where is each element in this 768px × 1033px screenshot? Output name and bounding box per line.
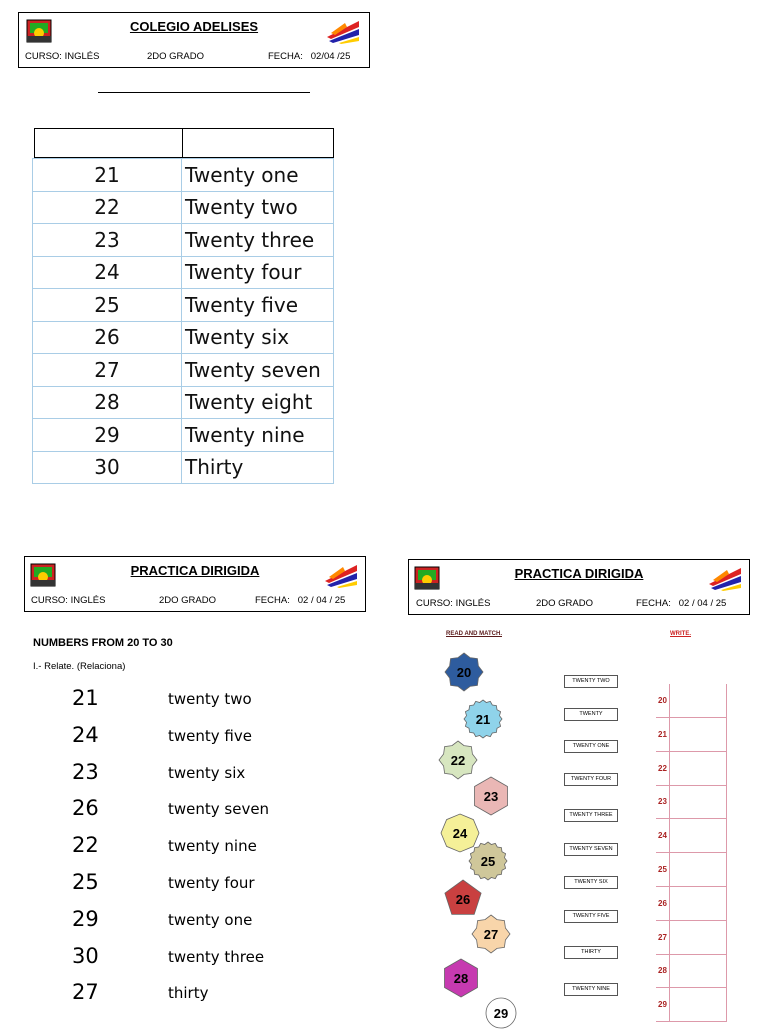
shape-number: 27 — [483, 926, 499, 942]
shape-number: 28 — [453, 970, 469, 986]
relate-word: twenty four — [168, 874, 255, 892]
number-cell: 25 — [33, 289, 182, 322]
write-number: 25 — [658, 865, 667, 874]
word-cell: Twenty five — [182, 289, 334, 322]
relate-word: twenty seven — [168, 800, 270, 819]
number-row — [33, 451, 334, 484]
write-divider — [669, 718, 670, 751]
relate-number: 27 — [72, 980, 99, 1005]
course-label: CURSO: INGLÉS — [416, 598, 491, 609]
header-title: PRACTICA DIRIGIDA — [514, 566, 644, 581]
number-shape — [441, 958, 481, 998]
grade-label: 2DO GRADO — [536, 598, 594, 609]
word-box: TWENTY THREE — [564, 809, 618, 822]
write-number: 26 — [658, 898, 667, 908]
word-box: TWENTY — [564, 708, 618, 721]
relate-number: 21 — [72, 686, 99, 710]
grade-label: 2DO GRADO — [147, 51, 205, 62]
flag-logo-icon — [325, 17, 361, 45]
shape-number: 20 — [456, 664, 472, 680]
relate-word: twenty three — [168, 947, 265, 966]
practice-heading: NUMBERS FROM 20 TO 30 — [33, 637, 173, 649]
relate-number: 26 — [72, 796, 99, 821]
practice-header-right — [408, 559, 750, 615]
number-row — [33, 159, 334, 192]
word-box: TWENTY ONE — [564, 740, 618, 753]
number-row — [33, 419, 334, 452]
blank-table-header — [34, 128, 334, 158]
write-row — [656, 887, 727, 921]
word-cell: Twenty four — [182, 256, 334, 289]
write-divider — [669, 819, 670, 852]
word-box: TWENTY FOUR — [564, 773, 618, 786]
write-row — [656, 752, 727, 786]
write-label: WRITE. — [670, 631, 691, 637]
word-cell: Thirty — [182, 451, 334, 484]
write-row — [656, 921, 727, 955]
write-divider — [669, 853, 670, 886]
number-shape — [481, 993, 521, 1033]
word-box: TWENTY SEVEN — [564, 843, 618, 856]
write-divider — [669, 684, 670, 717]
practice-header-left — [24, 556, 366, 612]
number-cell: 27 — [33, 354, 182, 387]
write-divider — [669, 988, 670, 1021]
number-cell: 26 — [33, 321, 182, 354]
shape-number: 23 — [483, 788, 499, 804]
number-row — [33, 321, 334, 354]
relate-word: twenty six — [168, 763, 246, 782]
number-table — [32, 158, 334, 484]
course-label: CURSO: INGLÉS — [31, 595, 106, 606]
word-box: THIRTY — [564, 946, 618, 959]
relate-word: twenty nine — [168, 837, 257, 856]
school-header — [18, 12, 370, 68]
number-row — [33, 289, 334, 322]
write-row — [656, 819, 727, 853]
word-box: TWENTY NINE — [564, 983, 618, 996]
relate-number: 24 — [72, 722, 99, 747]
write-row — [656, 988, 727, 1022]
number-row — [33, 224, 334, 257]
shape-number: 25 — [480, 853, 496, 869]
write-row — [656, 785, 727, 819]
word-cell: Twenty one — [182, 159, 334, 192]
word-box: TWENTY FIVE — [564, 910, 618, 923]
number-shape — [443, 879, 483, 919]
number-cell: 23 — [33, 224, 182, 257]
shape-number: 26 — [455, 891, 471, 907]
date-label: FECHA: 02 / 04 / 25 — [255, 595, 346, 606]
word-cell: Twenty seven — [182, 354, 334, 387]
number-cell: 28 — [33, 386, 182, 419]
write-divider — [669, 954, 670, 987]
number-shape — [438, 740, 478, 780]
write-divider — [669, 752, 670, 785]
relate-number: 22 — [72, 833, 99, 858]
write-number: 21 — [658, 729, 667, 739]
write-number: 29 — [658, 1000, 667, 1010]
number-shape — [471, 914, 511, 954]
course-label: CURSO: INGLÉS — [25, 51, 100, 62]
name-line — [98, 92, 310, 93]
header-title: PRACTICA DIRIGIDA — [130, 563, 260, 578]
date-label: FECHA: 02 / 04 / 25 — [636, 598, 727, 609]
write-divider — [669, 887, 670, 920]
date-label: FECHA: 02/04 /25 — [268, 51, 351, 62]
write-number: 20 — [658, 696, 667, 705]
number-row — [33, 256, 334, 289]
relate-number: 23 — [72, 759, 99, 784]
write-number: 22 — [658, 763, 667, 773]
write-number: 24 — [658, 831, 667, 841]
number-row — [33, 386, 334, 419]
grade-label: 2DO GRADO — [159, 595, 217, 606]
number-shape — [471, 776, 511, 816]
word-cell: Twenty nine — [182, 419, 334, 452]
write-row — [656, 853, 727, 887]
number-cell: 22 — [33, 191, 182, 224]
write-number: 23 — [658, 797, 667, 807]
relate-word: thirty — [168, 984, 209, 1003]
write-number: 27 — [658, 932, 667, 942]
number-shape — [463, 699, 503, 739]
word-cell: Twenty eight — [182, 386, 334, 419]
number-row — [33, 354, 334, 387]
flag-logo-icon — [707, 564, 743, 592]
write-divider — [669, 921, 670, 954]
word-box: TWENTY TWO — [564, 675, 618, 688]
number-shape — [468, 841, 508, 881]
number-cell: 21 — [33, 159, 182, 192]
word-cell: Twenty three — [182, 224, 334, 257]
relate-number: 30 — [72, 943, 99, 968]
write-row — [656, 718, 727, 752]
word-cell: Twenty two — [182, 191, 334, 224]
flag-logo-icon — [323, 561, 359, 589]
number-row — [33, 191, 334, 224]
write-row — [656, 684, 727, 718]
word-cell: Twenty six — [182, 321, 334, 354]
write-row — [656, 954, 727, 988]
shape-number: 22 — [450, 752, 466, 768]
write-divider — [669, 785, 670, 818]
practice-instruction: I.- Relate. (Relaciona) — [33, 661, 126, 672]
shape-number: 24 — [452, 825, 468, 841]
number-cell: 29 — [33, 419, 182, 452]
shape-number: 21 — [475, 711, 491, 727]
relate-word: twenty one — [168, 910, 253, 929]
relate-number: 29 — [72, 906, 99, 931]
relate-word: twenty five — [168, 726, 252, 745]
word-box: TWENTY SIX — [564, 876, 618, 889]
shape-number: 29 — [493, 1005, 509, 1021]
relate-word: twenty two — [168, 690, 252, 708]
number-shape — [444, 652, 484, 692]
number-cell: 24 — [33, 256, 182, 289]
header-title: COLEGIO ADELISES — [129, 19, 259, 34]
relate-number: 25 — [72, 870, 99, 894]
write-number: 28 — [658, 966, 667, 976]
number-cell: 30 — [33, 451, 182, 484]
read-match-label: READ AND MATCH. — [446, 631, 502, 637]
